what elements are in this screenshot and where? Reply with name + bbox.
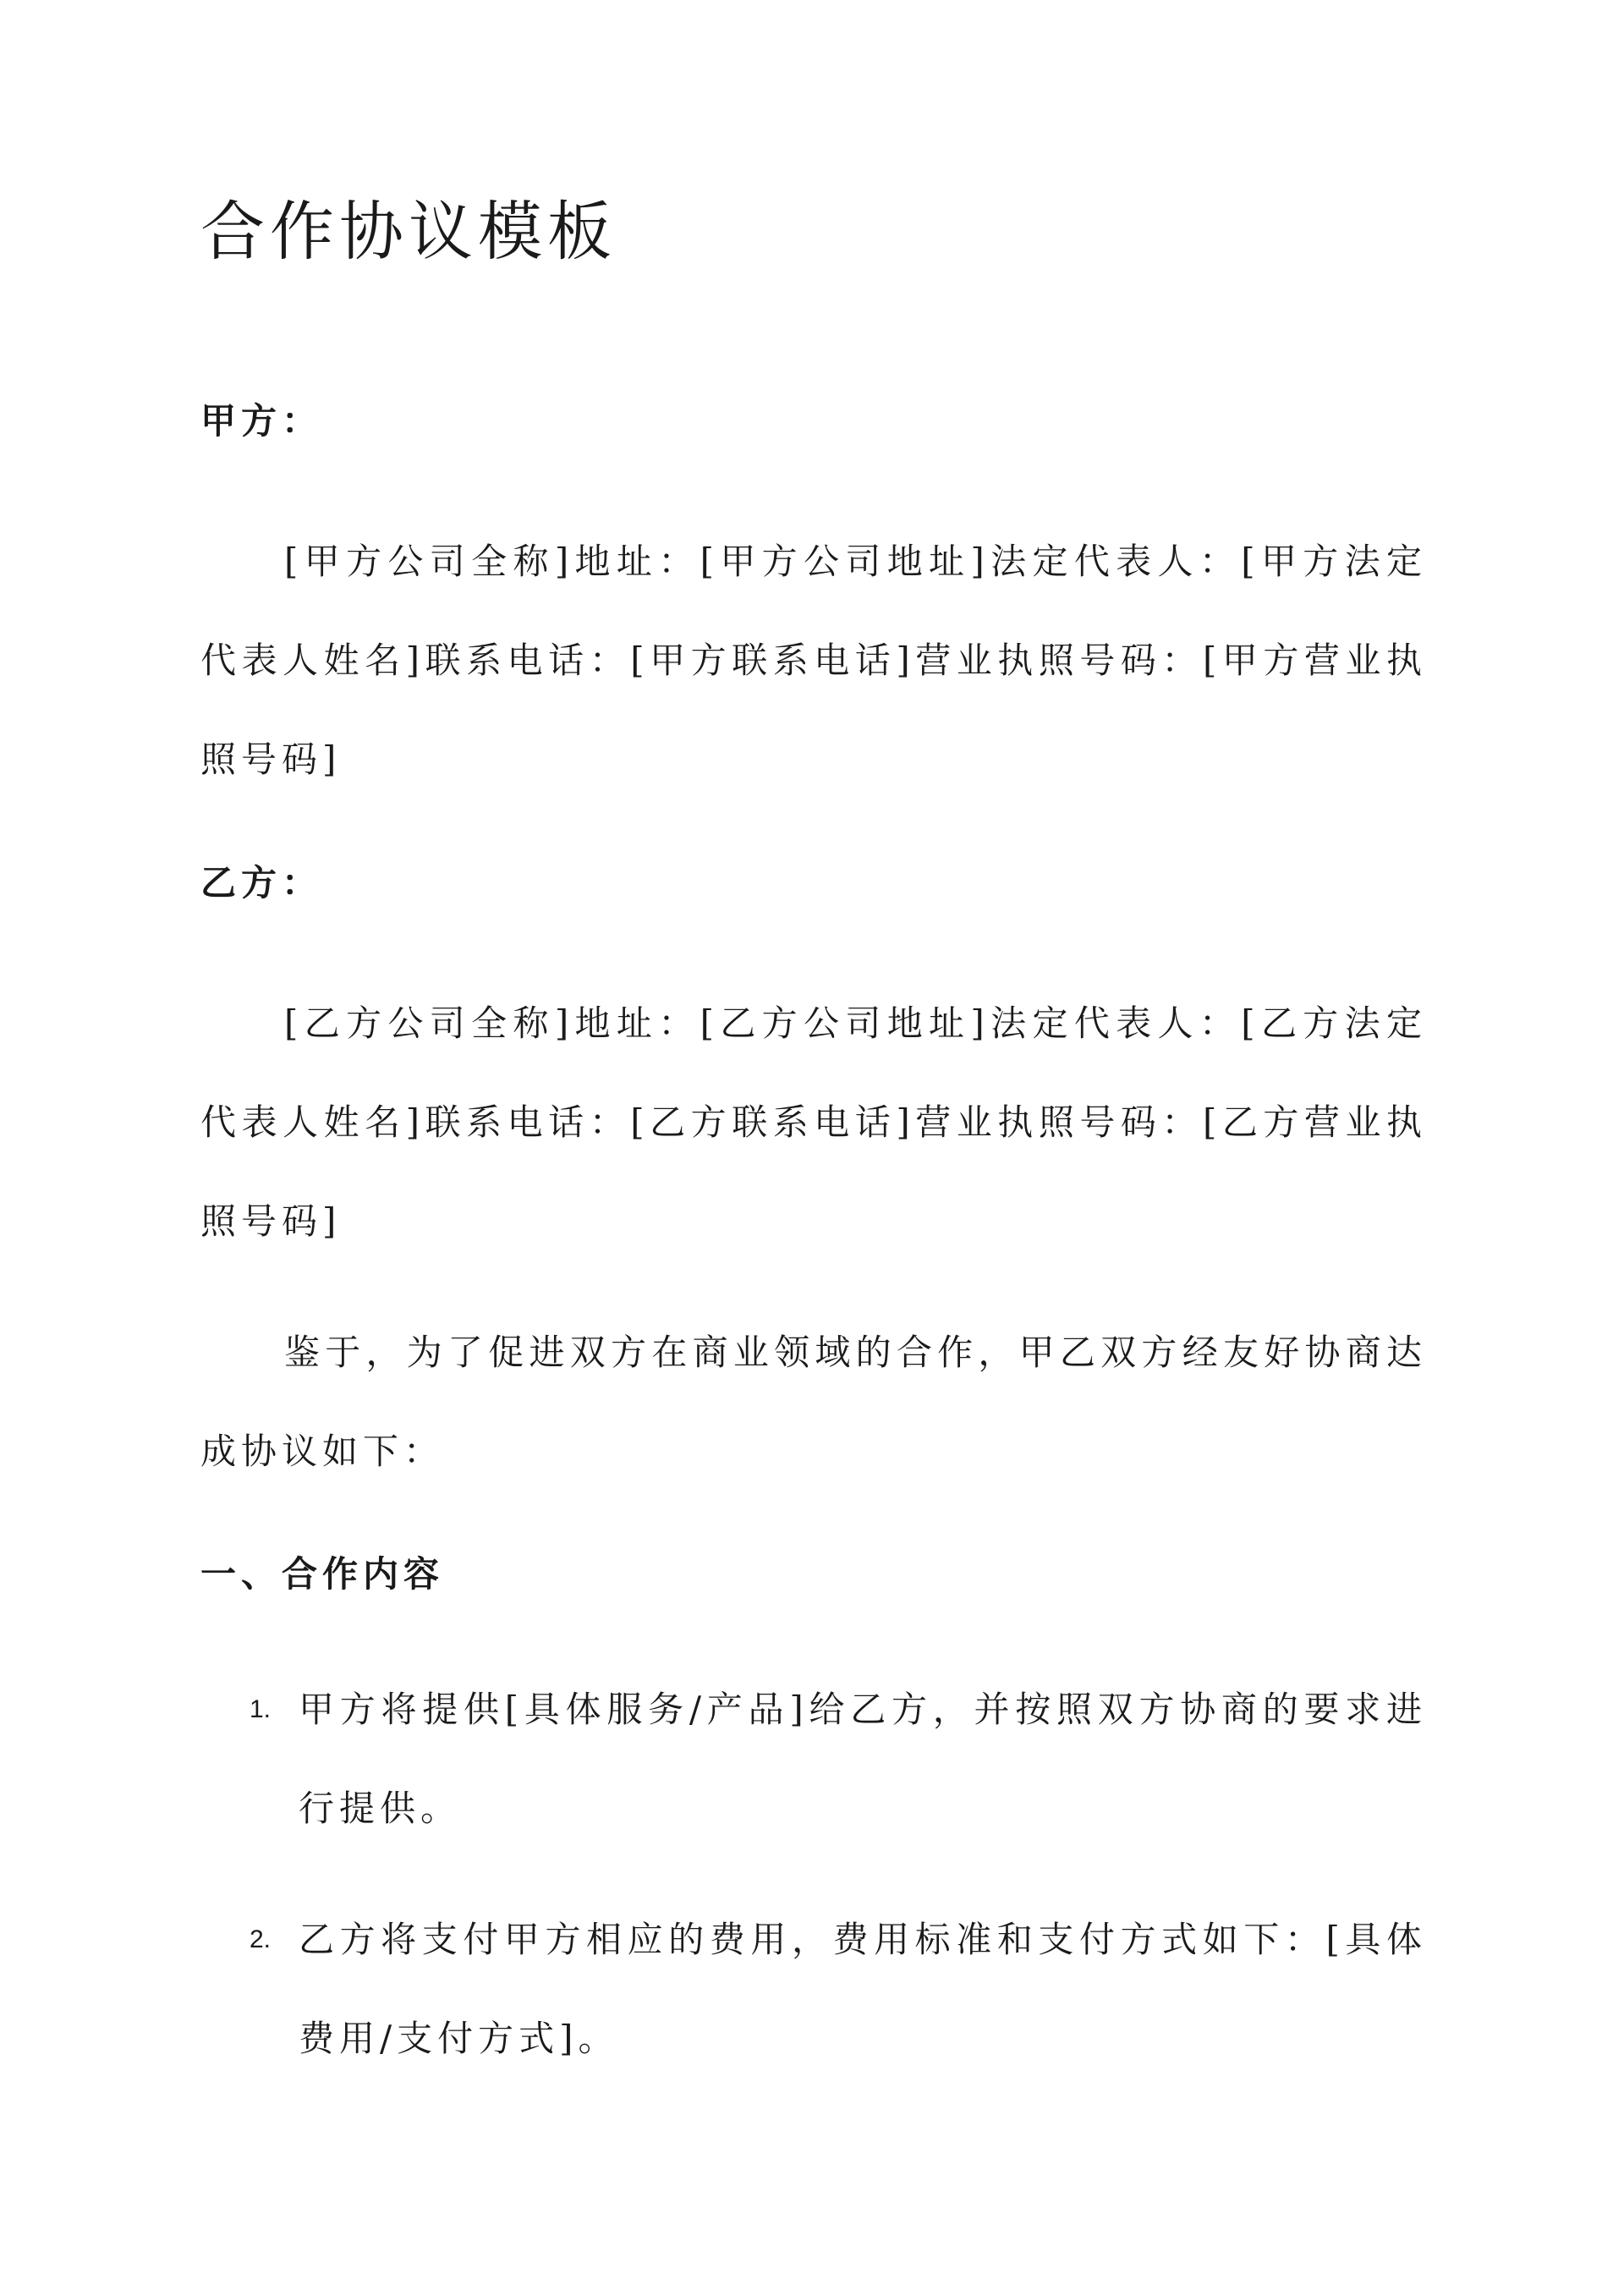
list-item (200, 1890, 1427, 2088)
list-item-text: 甲方将提供[具体服务/产品]给乙方，并按照双方协商的要求进行提供。 (299, 1689, 1427, 1829)
list-item-number: 2. (250, 1925, 272, 1953)
list-item-text: 乙方将支付甲方相应的费用，费用标准和支付方式如下：[具体费用/支付方式]。 (299, 1919, 1427, 2059)
party-b-label: 乙方： (200, 862, 323, 904)
party-a-label: 甲方： (200, 400, 323, 442)
party-b-details: [乙方公司全称]地址：[乙方公司地址]法定代表人：[乙方法定代表人姓名]联系电话：[乙方联系电话]营业执照号码：[乙方营业执照号码] (200, 1002, 1427, 1242)
list-item-number: 1. (250, 1695, 272, 1723)
section-1-heading: 一、合作内容 (200, 1553, 445, 1595)
preamble-paragraph: 鉴于，为了促进双方在商业领域的合作，甲乙双方经友好协商达成协议如下： (200, 1332, 1427, 1472)
party-a-details: [甲方公司全称]地址：[甲方公司地址]法定代表人：[甲方法定代表人姓名]联系电话：[甲方联系电话]营业执照号码：[甲方营业执照号码] (200, 541, 1427, 780)
list-item (200, 1660, 1427, 1858)
document-title: 合作协议模板 (200, 194, 617, 269)
